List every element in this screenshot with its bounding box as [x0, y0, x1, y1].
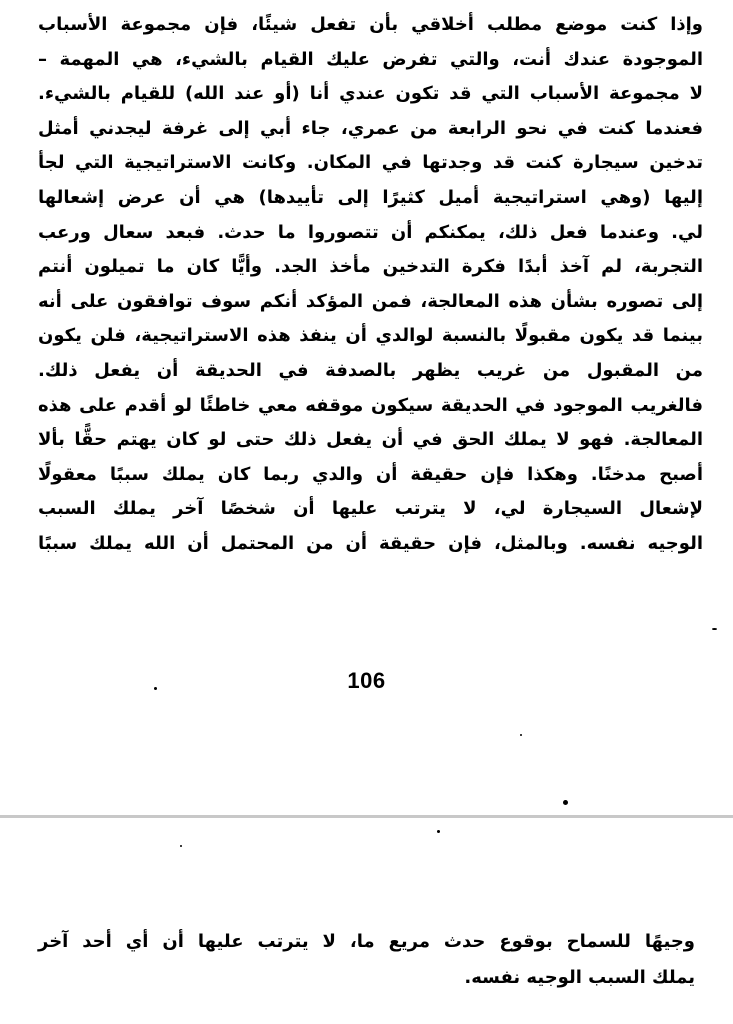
text-line: فالغريب الموجود في الحديقة سيكون موقفه معي خاطئًا لو أقدم على هذه	[38, 394, 703, 416]
text-line: لا مجموعة الأسباب التي قد تكون عندي أنا (أو عند الله) للقيام بالشيء.	[38, 83, 703, 105]
continuation-text	[38, 924, 695, 996]
text-line: من المقبول من غريب يظهر بالصدفة في الحديقة أن يفعل ذلك.	[38, 359, 703, 381]
scan-speck	[437, 830, 440, 833]
text-line: التجربة، لم آخذ أبدًا فكرة التدخين مأخذ الجد. وأيًّا كان ما تميلون أنتم	[38, 256, 703, 278]
scan-speck	[154, 687, 157, 690]
text-line: وجيهًا للسماح بوقوع حدث مريع ما، لا يترتب عليها أن أي أحد آخر	[38, 931, 695, 952]
text-line: لإشعال السيجارة لي، لا يترتب عليها أن شخصًا آخر يملك السبب	[38, 498, 703, 520]
text-line: أصبح مدخنًا. وهكذا فإن حقيقة أن والدي ربما كان يملك سببًا معقولًا	[38, 463, 703, 485]
body-text	[38, 8, 703, 562]
scan-speck	[563, 800, 568, 805]
text-line: لي. وعندما فعل ذلك، يمكنكم أن تتصوروا ما حدث. فبعد سعال ورعب	[38, 221, 703, 243]
scan-speck	[180, 845, 182, 847]
scan-speck	[520, 734, 522, 736]
text-line: وإذا كنت موضع مطلب أخلاقي بأن تفعل شيئًا، فإن مجموعة الأسباب	[38, 14, 703, 35]
text-line: تدخين سيجارة كنت قد وجدتها في المكان. وكانت الاستراتيجية التي لجأ	[38, 152, 703, 174]
text-line: إلى تصوره بشأن هذه المعالجة، فمن المؤكد أنكم سوف توافقون على أنه	[38, 290, 703, 312]
text-line: المعالجة. فهو لا يملك الحق في أن يفعل ذلك حتى لو كان يهتم حقًّا بألا	[38, 429, 703, 451]
text-line: بينما قد يكون مقبولًا بالنسبة لوالدي أن ينفذ هذه الاستراتيجية، فلن يكون	[38, 325, 703, 347]
text-line: إليها (وهي استراتيجية أميل كثيرًا إلى تأييدها) هي أن عرض إشعالها	[38, 186, 703, 208]
text-line: الموجودة عندك أنت، والتي تفرض عليك القيام بالشيء، هي المهمة –	[38, 48, 703, 70]
text-line: الوجيه نفسه. وبالمثل، فإن حقيقة أن من المحتمل أن الله يملك سببًا	[38, 532, 703, 554]
text-line: يملك السبب الوجيه نفسه.	[464, 967, 695, 988]
page-number: 106	[347, 668, 386, 693]
text-line: فعندما كنت في نحو الرابعة من عمري، جاء أبي إلى غرفة ليجدني أمثل	[38, 117, 703, 139]
scan-speck	[712, 628, 717, 630]
